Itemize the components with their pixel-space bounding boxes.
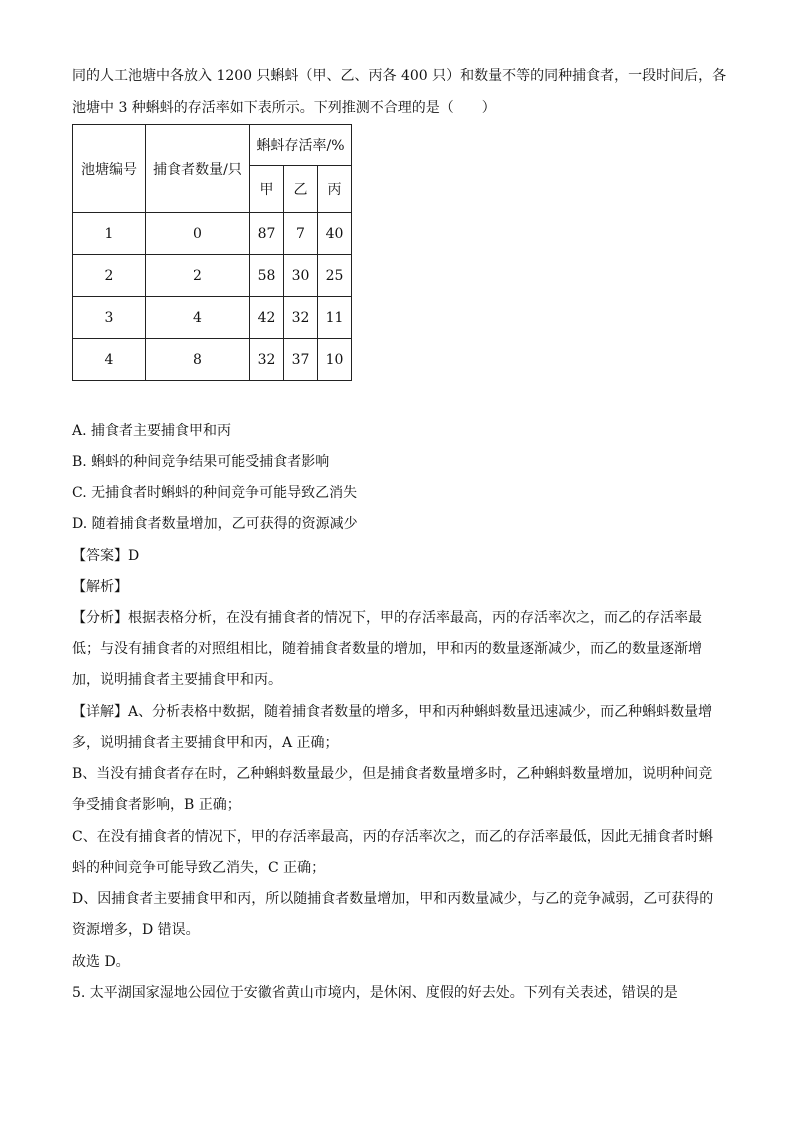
analysis-line-2: 低；与没有捕食者的对照组相比，随着捕食者数量的增加，甲和丙的数量逐渐减少，而乙的数量逐渐增 [72, 641, 702, 657]
detail-line-6: 蚪的种间竞争可能导致乙消失，C 正确； [72, 860, 326, 876]
question-text-line-1: 同的人工池塘中各放入 1200 只蝌蚪（甲、乙、丙各 400 只）和数量不等的同种捕食者，一段时间后，各 [72, 68, 727, 84]
cell-yi: 37 [284, 339, 318, 381]
analysis-header: 【解析】 [72, 579, 128, 595]
cell-pond: 3 [73, 297, 146, 339]
header-yi: 乙 [284, 166, 318, 213]
cell-predators: 0 [146, 213, 250, 255]
cell-yi: 30 [284, 255, 318, 297]
next-question: 5. 太平湖国家湿地公园位于安徽省黄山市境内，是休闲、度假的好去处。下列有关表述，错误的是 [72, 985, 678, 1001]
cell-pond: 4 [73, 339, 146, 381]
cell-predators: 4 [146, 297, 250, 339]
cell-bing: 11 [318, 297, 352, 339]
detail-line-4: 争受捕食者影响，B 正确； [72, 797, 241, 813]
answer-line: 【答案】D [72, 548, 140, 564]
analysis-line-3: 加，说明捕食者主要捕食甲和丙。 [72, 672, 282, 688]
cell-pond: 1 [73, 213, 146, 255]
cell-bing: 10 [318, 339, 352, 381]
detail-line-3: B、当没有捕食者存在时，乙种蝌蚪数量最少，但是捕食者数量增多时，乙种蝌蚪数量增加，说明种间竞 [72, 766, 713, 782]
cell-jia: 58 [250, 255, 284, 297]
table-row [73, 339, 352, 381]
detail-line-1: 【详解】A、分析表格中数据，随着捕食者数量的增多，甲和丙种蝌蚪数量迅速减少，而乙种蝌蚪数量增 [72, 704, 713, 720]
detail-line-8: 资源增多，D 错误。 [72, 922, 200, 938]
table-row [73, 255, 352, 297]
survival-table [72, 124, 352, 381]
header-survival: 蝌蚪存活率/% [250, 125, 352, 166]
option-a: A. 捕食者主要捕食甲和丙 [72, 423, 232, 439]
detail-line-2: 多，说明捕食者主要捕食甲和丙，A 正确； [72, 735, 339, 751]
cell-yi: 32 [284, 297, 318, 339]
header-predator: 捕食者数量/只 [146, 125, 250, 213]
detail-line-5: C、在没有捕食者的情况下，甲的存活率最高，丙的存活率次之，而乙的存活率最低，因此无捕食者时蝌 [72, 829, 713, 845]
header-pond: 池塘编号 [73, 125, 146, 213]
detail-line-7: D、因捕食者主要捕食甲和丙，所以随捕食者数量增加，甲和丙数量减少，与乙的竞争减弱，乙可获得的 [72, 891, 714, 907]
cell-jia: 87 [250, 213, 284, 255]
option-c: C. 无捕食者时蝌蚪的种间竞争可能导致乙消失 [72, 485, 358, 501]
option-d: D. 随着捕食者数量增加，乙可获得的资源减少 [72, 516, 358, 532]
cell-jia: 42 [250, 297, 284, 339]
table-row [73, 297, 352, 339]
cell-yi: 7 [284, 213, 318, 255]
cell-predators: 8 [146, 339, 250, 381]
header-jia: 甲 [250, 166, 284, 213]
question-text-line-2: 池塘中 3 种蝌蚪的存活率如下表所示。下列推测不合理的是（ ） [72, 100, 496, 116]
detail-line-9: 故选 D。 [72, 954, 130, 970]
cell-bing: 40 [318, 213, 352, 255]
table-row [73, 213, 352, 255]
option-b: B. 蝌蚪的种间竞争结果可能受捕食者影响 [72, 454, 330, 470]
cell-pond: 2 [73, 255, 146, 297]
cell-bing: 25 [318, 255, 352, 297]
header-bing: 丙 [318, 166, 352, 213]
cell-predators: 2 [146, 255, 250, 297]
cell-jia: 32 [250, 339, 284, 381]
analysis-line-1: 【分析】根据表格分析，在没有捕食者的情况下，甲的存活率最高，丙的存活率次之，而乙的存活率最 [72, 610, 702, 626]
